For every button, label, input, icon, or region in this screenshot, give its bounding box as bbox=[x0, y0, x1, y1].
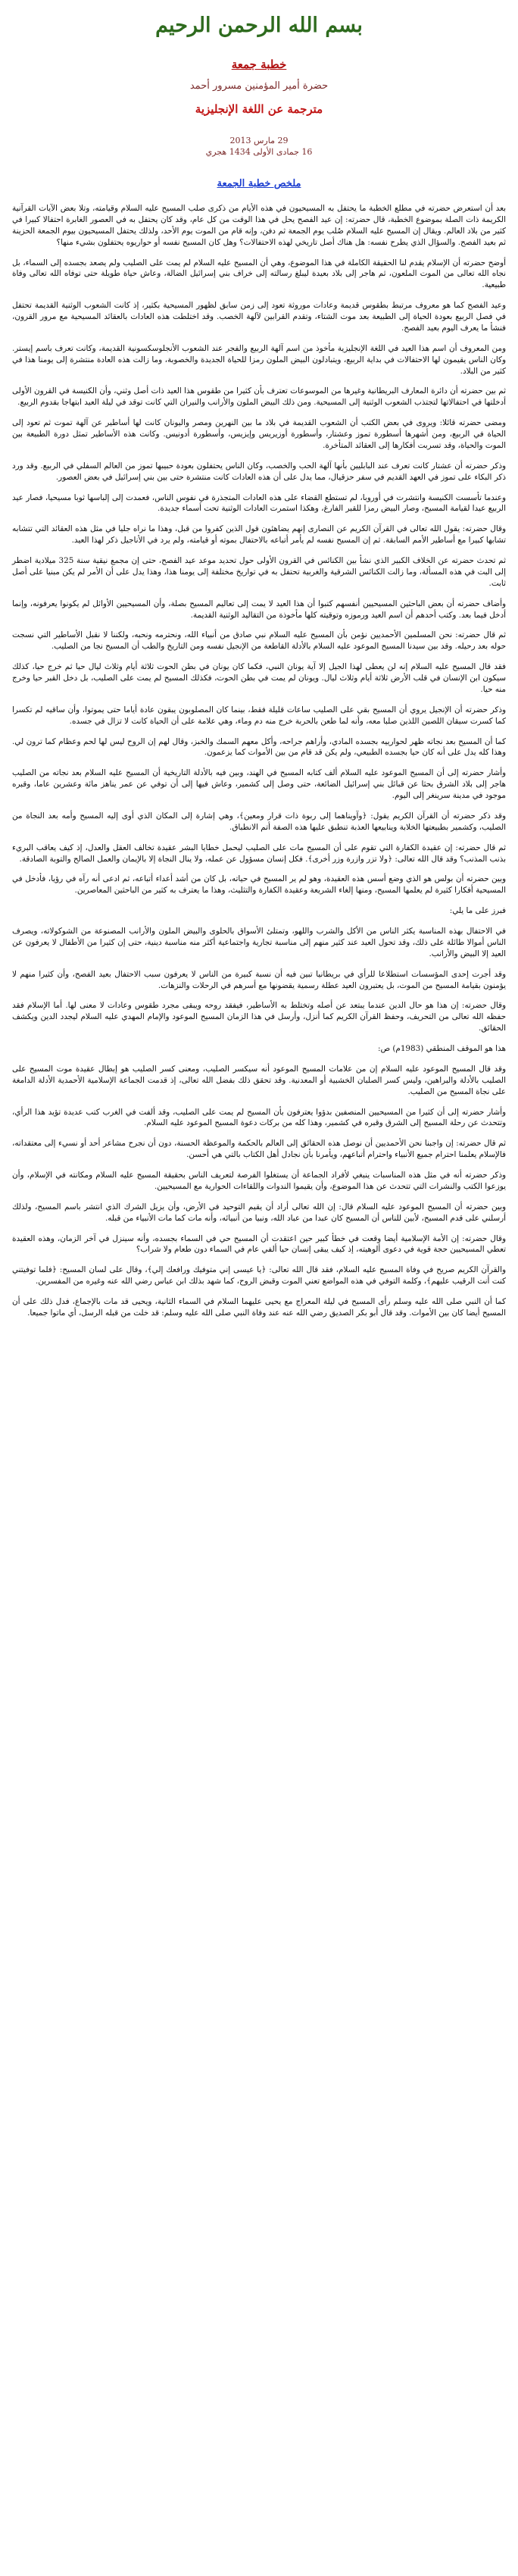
date-hijri: 16 جمادى الأولى 1434 هجري bbox=[205, 147, 313, 158]
basmala-heading: بسم الله الرحمن الرحيم bbox=[155, 14, 363, 37]
date-gregorian: 29 مارس 2013 bbox=[229, 136, 289, 146]
sermon-title: خطبة جمعة bbox=[231, 58, 287, 72]
paragraph: في الاحتفال بهذه المناسبة يكثر الناس من الأكل والشرب واللهو، وتمتلئ الأسواق بالحلوى والبيض الملون والأرانب المصنوعة من الشوكولاته، ويصرف الناس أموالا طائلة على ذلك، وقد تحول العيد عند كثير منهم إلى مناسبة تجارية واجتماعية أكثر منه مناسبة دينية، حتى إن كثيرا من الأطفال لا يعرفون عن العيد إلا البيض والأرانب. bbox=[12, 927, 506, 958]
date-block bbox=[12, 136, 506, 158]
paragraph: وأضاف حضرته أن بعض الباحثين المسيحيين أنفسهم كتبوا أن هذا العيد لا يمت إلى تعاليم المسيح بصلة، وأن المسيحيين الأوائل لم يكونوا يعرفونه، وإنما أدخل فيما بعد. وكتب أحدهم أن اسم العيد ورموزه وتوقيته كلها مأخوذة من التقاليد الوثنية القديمة. bbox=[12, 599, 506, 620]
paragraph: وقد قال المسيح الموعود عليه السلام إن من علامات المسيح الموعود أنه سيكسر الصليب، ومعنى كسر الصليب هو إبطال عقيدة موت المسيح على الصليب بالأدلة والبراهين، وليس كسر الصلبان الخشبية أو المعدنية. وقد تحقق ذلك بفضل الله تعالى، إذ قدمت الجماعة الإسلامية الأحمدية الأدلة الدامغة على نجاة المسيح من الصليب. bbox=[12, 1064, 506, 1096]
paragraph: وقال حضرته: يقول الله تعالى في القرآن الكريم عن النصارى إنهم يضاهئون قول الذين كفروا من قبل، وهذا ما نراه جليا في مثل هذه العقائد التي تتشابه تشابها كبيرا مع أساطير الأمم السابقة. ثم إن المسيح نفسه لم يأمر أتباعه بالاحتفال بموته أو قيامته، ولم يرد في الأناجيل ذكر لهذا العيد. bbox=[12, 524, 506, 546]
paragraph: ثم تحدث حضرته عن الخلاف الكبير الذي نشأ بين الكنائس في القرون الأولى حول تحديد موعد عيد الفصح، حتى إن مجمع نيقية سنة 325 ميلادية اضطر إلى البت في هذه المسألة، وما زالت الكنائس الشرقية والغربية تحتفل به في تواريخ مختلفة إلى يومنا هذا، وهذا يدل على أن الأمر لم يكن مبنيا على أصل ثابت. bbox=[12, 556, 506, 588]
paragraph: وبين حضرته أن بولس هو الذي وضع أسس هذه العقيدة، وهو لم ير المسيح في حياته، بل كان من أشد أعداء أتباعه، ثم ادعى أنه رآه في رؤيا، فأدخل في المسيحية أفكارا كثيرة لم يعلمها المسيح، ومنها إلغاء الشريعة وعقيدة الكفارة والتثليث، وهذا ما يعترف به كثير من الباحثين المعاصرين. bbox=[12, 874, 506, 896]
paragraph: فبرز على ما يلي: bbox=[449, 906, 506, 916]
summary-title: ملخص خطبة الجمعة bbox=[217, 178, 301, 190]
paragraph: فقد قال المسيح عليه السلام إنه لن يعطى لهذا الجيل إلا آية يونان النبي، فكما كان يونان في بطن الحوت ثلاثة أيام وثلاث ليال حيا ثم خرج حيا، كذلك سيكون ابن الإنسان في قلب الأرض ثلاثة أيام وثلاث ليال. ويونان لم يمت في بطن الحوت، فكذلك المسيح لم يمت على الصليب، بل دخل القبر حيا وخرج منه حيا. bbox=[12, 662, 506, 694]
paragraph: ثم قال حضرته: إن عقيدة الكفارة التي تقوم على أن المسيح مات على الصليب ليحمل خطايا البشر عقيدة تخالف العقل والعدل، إذ كيف يعاقب البريء بذنب المذنب؟ وقد قال الله تعالى: ﴿ولا تزر وازرة وزر أخرى﴾. فكل إنسان مسؤول عن عمله، ولا ينال النجاة إلا بالإيمان والعمل الصالح والتوبة الصادقة. bbox=[12, 843, 506, 864]
paragraph: وبين حضرته أن المسيح الموعود عليه السلام قال: إن الله تعالى أراد أن يقيم التوحيد في الأرض، وأن يزيل الشرك الذي انتشر باسم المسيح، ولذلك أرسلني على قدم المسيح، لأبين للناس أن المسيح كان عبدا من عباد الله، ونبيا من أنبيائه، وأنه مات كما مات الأنبياء من قبله. bbox=[12, 1202, 506, 1223]
paragraph: بعد أن استعرض حضرته في مطلع الخطبة ما يحتفل به المسيحيون في هذه الأيام من ذكرى صلب المسيح عليه السلام وقيامته، وتلا بعض الآيات القرآنية الكريمة ذات الصلة بموضوع الخطبة، قال حضرته: إن عيد الفصح يحل في هذا الوقت من كل عام، وقد كان يحتفل به في العصور الغابرة احتفالا كبيرا في كثير من بلاد العالم. ويقال إن المسيح عليه السلام صُلب يوم الجمعة ثم دفن، وإنه قام من الموت يوم الأحد، ولذلك يحتفل المسيحيون بيوم الجمعة الحزينة ثم بعيد الفصح. والسؤال الذي يطرح نفسه: هل هناك أصل تاريخي لهذه الاحتفالات؟ وهل كان المسيح نفسه أو حواريوه يحتفلون بشيء منها؟ bbox=[12, 204, 506, 247]
paragraph: كما أن النبي صلى الله عليه وسلم رأى المسيح في ليلة المعراج مع يحيى عليهما السلام في السماء الثانية، ويحيى قد مات بالإجماع، فدل ذلك على أن المسيح أيضا كان بين الأموات. وقد قال أبو بكر الصديق رضي الله عنه عند وفاة النبي صلى الله عليه وسلم: قد خلت من قبله الرسل، أي ماتوا جميعا. bbox=[12, 1297, 506, 1318]
paragraph: ثم قال حضرته: إن واجبنا نحن الأحمديين أن نوصل هذه الحقائق إلى العالم بالحكمة والموعظة الحسنة، دون أن نجرح مشاعر أحد أو نسيء إلى معتقداته، فالإسلام يعلمنا احترام جميع الأنبياء واحترام أتباعهم، ويأمرنا بأن نجادل أهل الكتاب بالتي هي أحسن. bbox=[12, 1139, 506, 1160]
paragraph: وأشار حضرته إلى أن المسيح الموعود عليه السلام ألف كتابه المسيح في الهند، وبين فيه بالأدلة التاريخية أن المسيح عليه السلام بعد نجاته من الصليب هاجر إلى بلاد الشرق بحثا عن قبائل بني إسرائيل الضائعة، حتى وصل إلى كشمير، وعاش فيها إلى أن توفي عن عمر يناهز مائة وعشرين عاما، وقبره موجود في مدينة سرينغر إلى اليوم. bbox=[12, 768, 506, 801]
paragraph: كما أن المسيح بعد نجاته ظهر لحوارييه بجسده المادي، وأراهم جراحه، وأكل معهم السمك والخبز، وقال لهم إن الروح ليس لها لحم وعظام كما ترون لي. وهذا كله يدل على أنه كان حيا بجسده الطبيعي، ولم يكن قد قام من بين الأموات كما يزعمون. bbox=[12, 736, 506, 758]
author: مترجمة عن اللغة الإنجليزية bbox=[195, 102, 323, 117]
paragraph: أوضح حضرته أن الإسلام يقدم لنا الحقيقة الكاملة في هذا الموضوع، وهي أن المسيح عليه السلام لم يمت على الصليب ولم يصعد بجسده إلى السماء، بل نجاه الله تعالى من الموت الملعون، ثم هاجر إلى بلاد بعيدة ليبلغ رسالته إلى خراف بني إسرائيل الضالة، وعاش حياة طويلة حتى توفاه الله تعالى وفاة طبيعية. bbox=[12, 258, 506, 290]
paragraph: وقد أجرت إحدى المؤسسات استطلاعا للرأي في بريطانيا تبين فيه أن نسبة كبيرة من الناس لا يعرفون سبب الاحتفال بعيد الفصح، وأن كثيرا منهم لا يؤمنون بقيامة المسيح من الموت، بل يعتبرون العيد عطلة رسمية يقضونها مع أسرهم في الرحلات والنزهات. bbox=[12, 969, 506, 990]
paragraph: وقد ذكر حضرته أن القرآن الكريم يقول: ﴿وآويناهما إلى ربوة ذات قرار ومعين﴾، وهي إشارة إلى المكان الذي أوى إليه المسيح وأمه بعد النجاة من الصليب، وكشمير بطبيعتها الخلابة وينابيعها العذبة تنطبق عليها هذه الصفة أتم الانطباق. bbox=[12, 811, 506, 832]
paragraph: والقرآن الكريم صريح في وفاة المسيح عليه السلام، فقد قال الله تعالى: ﴿يا عيسى إني متوفيك ورافعك إلي﴾، وقال على لسان المسيح: ﴿فلما توفيتني كنت أنت الرقيب عليهم﴾، وكلمة التوفي في هذه المواضع تعني الموت وقبض الروح، كما شهد بذلك ابن عباس رضي الله عنه وغيره من المفسرين. bbox=[12, 1265, 506, 1286]
paragraph: وذكر حضرته أن الإنجيل يروي أن المسيح بقي على الصليب ساعات قليلة فقط، بينما كان المصلوبون يبقون عادة أياما حتى يموتوا، وأن ساقيه لم تكسرا كما كسرت سيقان اللصين اللذين صلبا معه، وأنه لما طعن بالحربة خرج منه دم وماء، وهي علامة على أن الحياة كانت لا تزال في جسده. bbox=[12, 705, 506, 726]
paragraph: وذكر حضرته أن عشتار كانت تعرف عند البابليين بأنها آلهة الحب والخصب، وكان الناس يحتفلون بعودة حبيبها تموز من العالم السفلي في الربيع. وقد ورد ذكر البكاء على تموز في العهد القديم في سفر حزقيال، مما يدل على أن هذه العادات كانت منتشرة حتى بين بني إسرائيل في بعض العصور. bbox=[12, 461, 506, 482]
paragraph: ثم قال حضرته: نحن المسلمين الأحمديين نؤمن بأن المسيح عليه السلام نبي صادق من أنبياء الله، ونحترمه ونحبه، ولكننا لا نقبل الأساطير التي نسجت حوله بعد رحيله. وقد بين سيدنا المسيح الموعود عليه السلام بالأدلة القاطعة من الإنجيل نفسه ومن التاريخ والطب أن المسيح نجا من الصليب. bbox=[12, 630, 506, 652]
paragraph: ثم بين حضرته أن دائرة المعارف البريطانية وغيرها من الموسوعات تعترف بأن كثيرا من طقوس هذا العيد ذات أصل وثني، وأن الكنيسة في القرون الأولى أدخلتها في احتفالاتها لتجتذب الشعوب الوثنية إلى المسيحية. ومن ذلك البيض الملون والأرانب والنيران التي كانت توقد في ليلة العيد ابتهاجا بقدوم الربيع. bbox=[12, 386, 506, 408]
paragraph: وعندما تأسست الكنيسة وانتشرت في أوروبا، لم تستطع القضاء على هذه العادات المتجذرة في نفوس الناس، فعمدت إلى إلباسها ثوبا مسيحيا، فصار عيد الربيع عيدا لقيامة المسيح، وصار البيض رمزا للقبر الفارغ، وهكذا استمرت العادات الوثنية تحت أسماء جديدة. bbox=[12, 492, 506, 514]
subtitle: حضرة أمير المؤمنين مسرور أحمد bbox=[189, 80, 329, 92]
paragraph: ومن المعروف أن اسم هذا العيد في اللغة الإنجليزية مأخوذ من اسم آلهة الربيع والفجر عند الشعوب الأنجلوسكسونية القديمة، وكانت تعرف باسم إيستر. وكان الناس يقيمون لها الاحتفالات في بداية الربيع، ويتبادلون البيض الملون رمزا للحياة الجديدة والخصوبة، وما زالت هذه العادة منتشرة إلى يومنا هذا في كثير من البلاد. bbox=[12, 343, 506, 376]
paragraph: وعيد الفصح كما هو معروف مرتبط بطقوس قديمة وعادات موروثة تعود إلى زمن سابق لظهور المسيحية بكثير، إذ كانت الشعوب الوثنية القديمة تحتفل في فصل الربيع بعودة الحياة إلى الطبيعة بعد موت الشتاء، وتقدم القرابين لآلهة الخصب. وقد اختلطت هذه العادات بالعقائد المسيحية مع مرور القرون، فنشأ ما يعرف اليوم بعيد الفصح. bbox=[12, 301, 506, 333]
paragraph: وأشار حضرته إلى أن كثيرا من المسيحيين المنصفين بدؤوا يعترفون بأن المسيح لم يمت على الصليب، وقد ألفت في الغرب كتب عديدة تؤيد هذا الرأي، وتتحدث عن رحلة المسيح إلى الشرق وقبره في كشمير، وهذا كله من بركات دعوة المسيح الموعود عليه السلام. bbox=[12, 1107, 506, 1128]
paragraph: وقال حضرته: إن الأمة الإسلامية أيضا وقعت في خطأ كبير حين اعتقدت أن المسيح حي في السماء بجسده، وأنه سينزل في آخر الزمان، وهذه العقيدة تعطي المسيحيين حجة قوية في دعوى ألوهيته، إذ كيف يبقى إنسان حيا ألفي عام في السماء دون طعام ولا شراب؟ bbox=[12, 1233, 506, 1255]
paragraph: ومضى حضرته قائلا: ويروى في بعض الكتب أن الشعوب القديمة في بلاد ما بين النهرين ومصر واليونان كانت لها أساطير عن آلهة تموت ثم تعود إلى الحياة في الربيع، ومن أشهرها أسطورة تموز وعشتار، وأسطورة أوزيريس وإيزيس، وأسطورة أدونيس. وكانت هذه الأساطير تمثل دورة الطبيعة بين الموت والحياة، وقد تسربت أفكارها إلى العقائد المتأخرة. bbox=[12, 418, 506, 450]
paragraph: وقال حضرته: إن هذا هو حال الدين عندما يبتعد عن أصله وتختلط به الأساطير، فيفقد روحه ويبقى مجرد طقوس وعادات لا معنى لها. أما الإسلام فقد حفظه الله تعالى من التحريف، وحفظ القرآن الكريم كما أنزل، وأرسل في هذا الزمان المسيح الموعود والإمام المهدي عليه السلام ليجدد الدين ويكشف الحقائق. bbox=[12, 1001, 506, 1033]
paragraph: هذا هو الموقف المنطقي (1983م) ص: bbox=[377, 1044, 506, 1054]
paragraph: وذكر حضرته أنه في مثل هذه المناسبات ينبغي لأفراد الجماعة أن يستغلوا الفرصة لتعريف الناس بحقيقة المسيح عليه السلام ومكانته في الإسلام، وأن يوزعوا الكتب والنشرات التي تتحدث عن هذا الموضوع، وأن يقيموا الندوات واللقاءات الحوارية مع المسيحيين. bbox=[12, 1171, 506, 1191]
sermon-body bbox=[12, 203, 506, 1319]
